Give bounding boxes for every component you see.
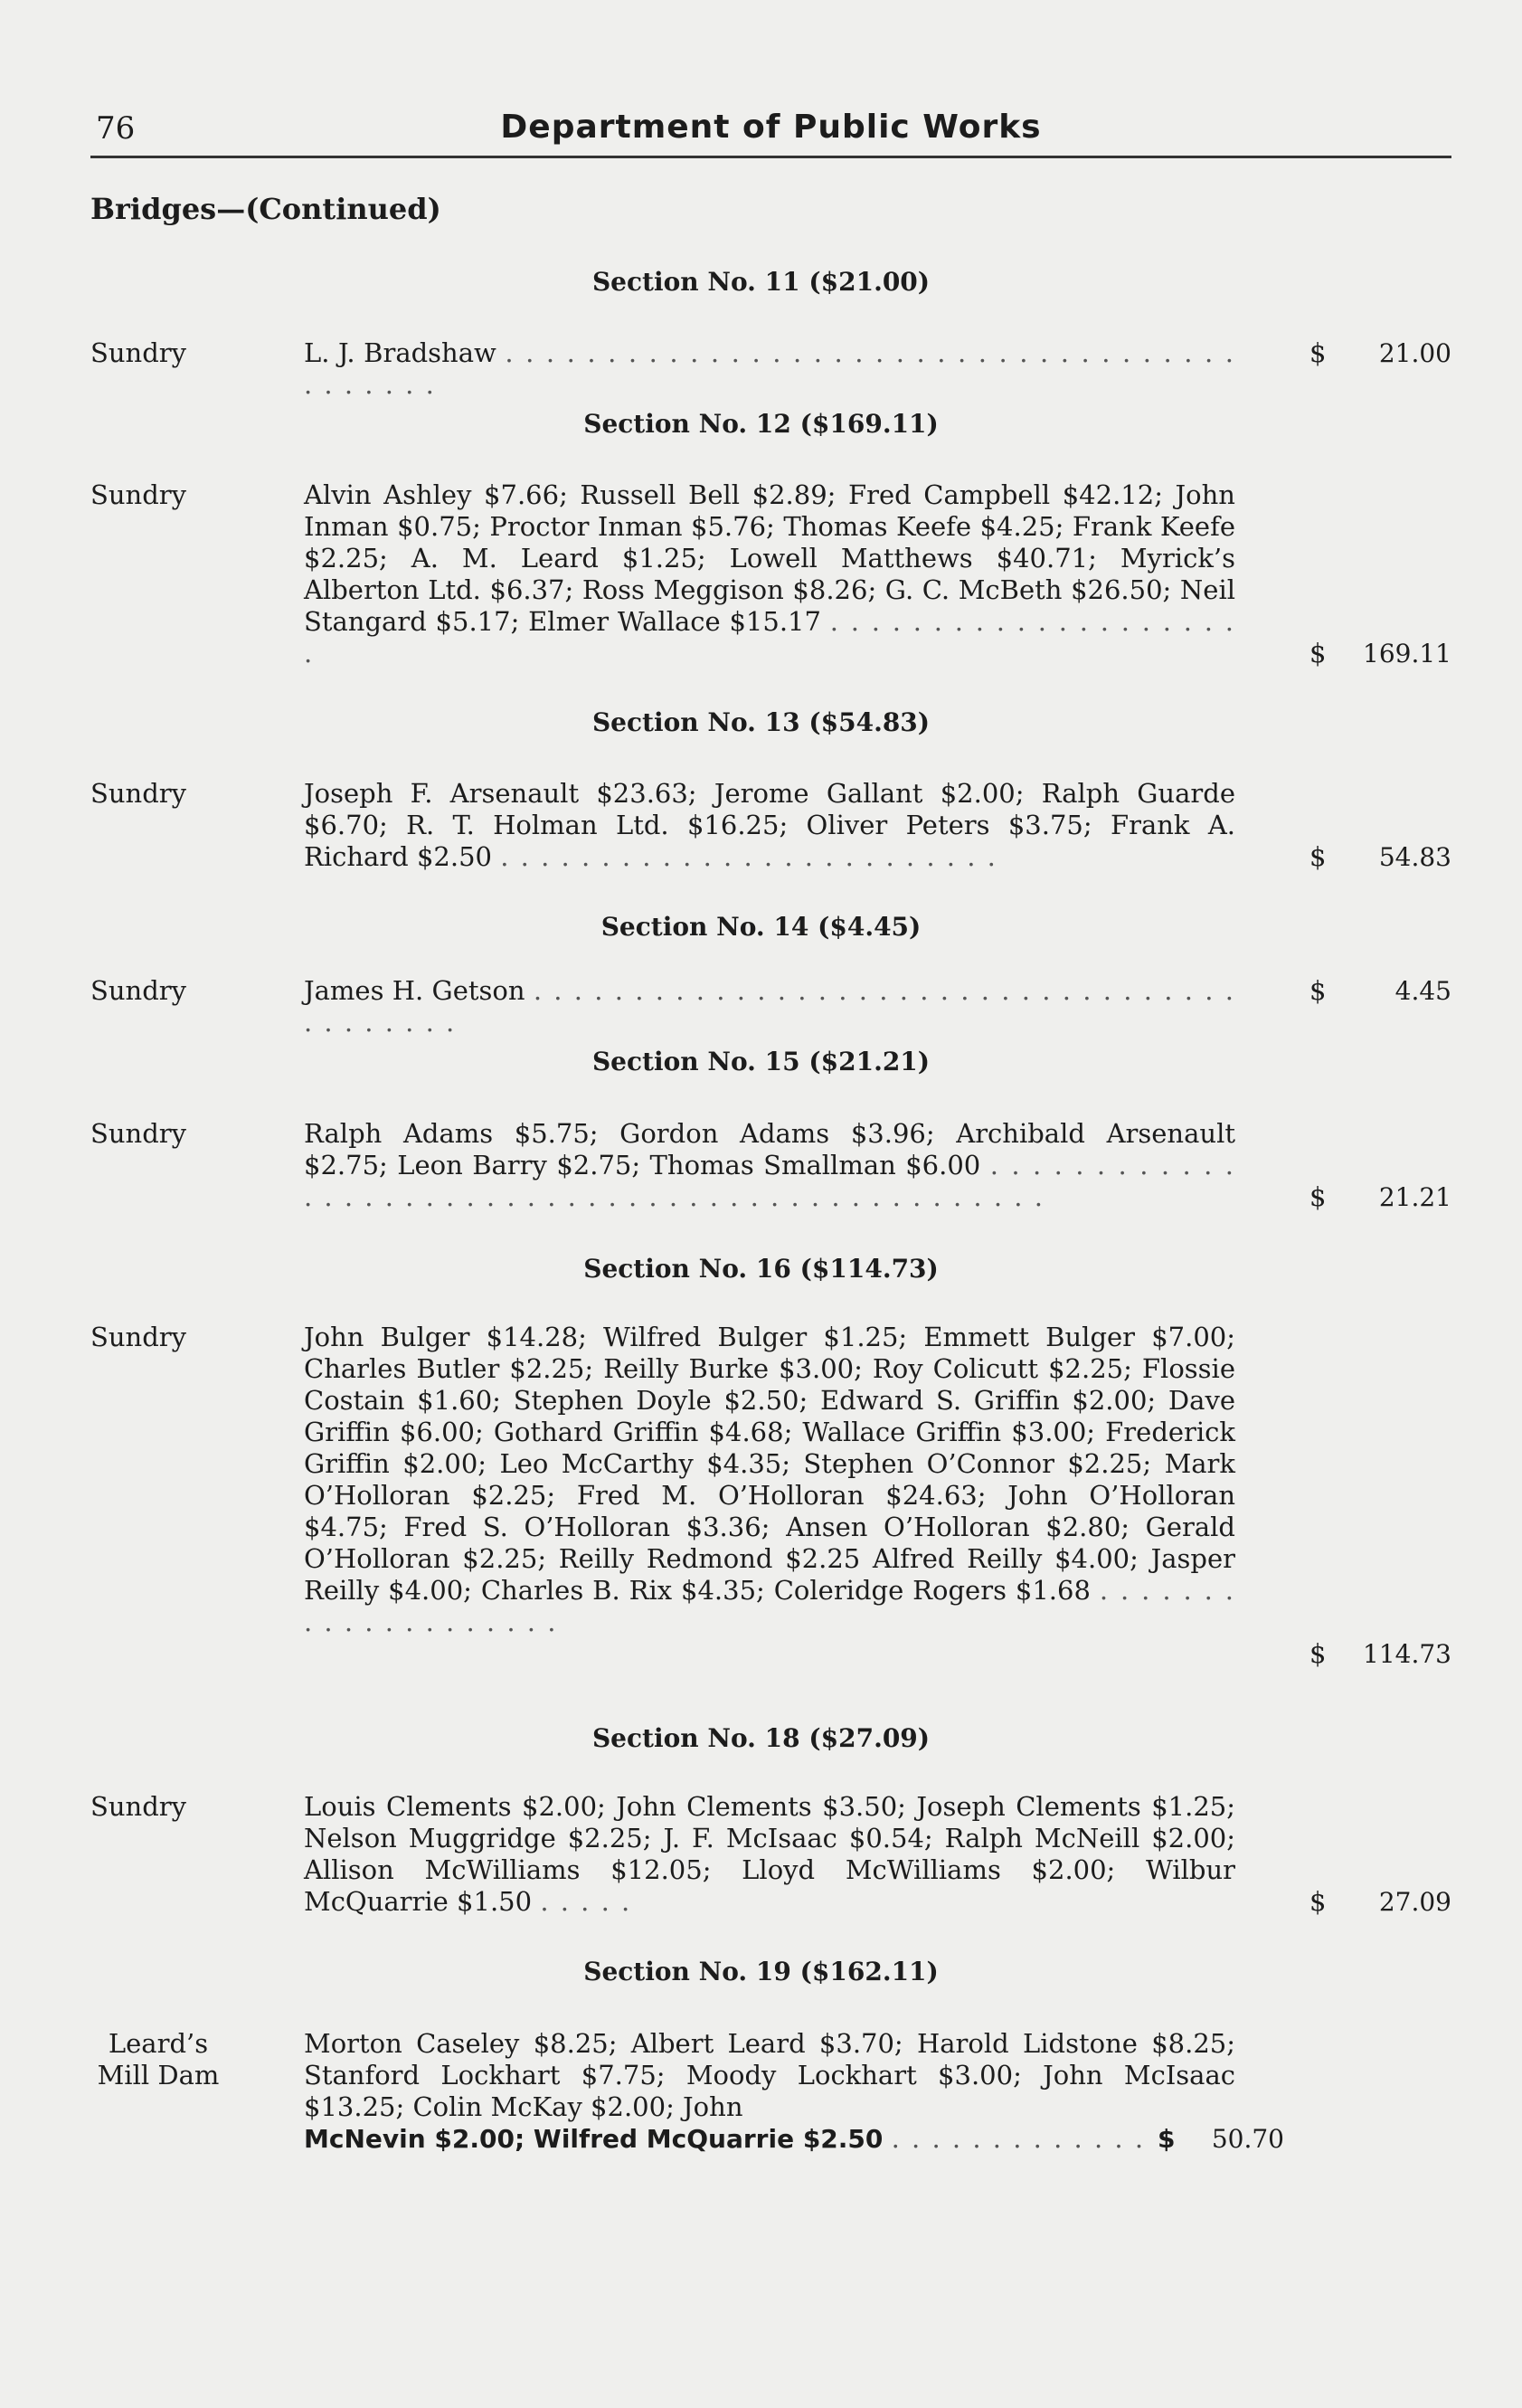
section-heading: Section No. 15 ($21.21) bbox=[591, 1047, 931, 1076]
section-heading: Section No. 13 ($54.83) bbox=[591, 707, 931, 737]
dollar-sign: $ bbox=[1309, 841, 1327, 872]
dollar-sign: $ bbox=[1309, 1181, 1327, 1212]
entry-payees bbox=[304, 337, 1235, 401]
entry-amount: 27.09 bbox=[1378, 1887, 1451, 1917]
dollar-sign: $ bbox=[1309, 975, 1327, 1006]
section-entry bbox=[90, 1118, 1451, 1218]
entry-amount: 50.70 bbox=[1211, 2124, 1284, 2154]
payee-text: James H. Getson bbox=[304, 975, 525, 1006]
dot-leader: . . . . . . . . . . . . . . . . . . . . . . . . . . . . . . . . . . . . . . . . . . . bbox=[304, 975, 1235, 1038]
entry-category: Sundry bbox=[90, 1791, 187, 1822]
payee-text: John Bulger $14.28; Wilfred Bulger $1.25; Emmett Bulger $7.00; Charles Butler $2.25; Reilly Burke $3.00; Roy Colicutt $2.25; Flossie Costain $1.60; Stephen Doyle $2.50; Edward S. Griffin $2.00; Dave Griffin $6.00; Gothard Griffin $4.68; Wallace Griffin $3.00; Frederick Griffin $2.00; Leo McCarthy $4.35; Stephen O’Connor $2.25; Mark O’Holloran $2.25; Fred M. O’Holloran $24.63; John O’Holloran $4.75; Fred S. O’Holloran $3.36; Ansen O’Holloran $2.80; Gerald O’Holloran $2.25; Reilly Redmond $2.25 Alfred Reilly $4.00; Jasper Reilly $4.00; Charles B. Rix $4.35; Coleridge Rogers $1.68 bbox=[304, 1322, 1235, 1606]
section-entry bbox=[90, 479, 1451, 674]
section-heading: Section No. 12 ($169.11) bbox=[583, 409, 939, 439]
entry-payees bbox=[304, 1791, 1235, 1918]
payee-text: Joseph F. Arsenault $23.63; Jerome Gallant $2.00; Ralph Guarde $6.70; R. T. Holman Ltd. $16.25; Oliver Peters $3.75; Frank A. Richard $2.50 bbox=[304, 778, 1235, 872]
page-number: 76 bbox=[96, 110, 136, 147]
dollar-sign: $ bbox=[1158, 2124, 1176, 2154]
section-heading: Section No. 14 ($4.45) bbox=[600, 912, 922, 942]
dot-leader: . . . . . . . . . . . . . . . . . . . . . . . . . bbox=[500, 841, 997, 872]
entry-amount: 4.45 bbox=[1394, 976, 1451, 1006]
entry-category: Sundry bbox=[90, 337, 187, 368]
entry-category: Leard’s Mill Dam bbox=[97, 2028, 220, 2090]
payee-text: Ralph Adams $5.75; Gordon Adams $3.96; Archibald Arsenault $2.75; Leon Barry $2.75; Thomas Smallman $6.00 bbox=[304, 1118, 1235, 1180]
entry-category: Sundry bbox=[90, 1118, 187, 1149]
entry-payees bbox=[304, 975, 1235, 1038]
dot-leader: . . . . . . . . . . . . . . . . . . . . . . . . . . . . . . . . . . . . . . . . . . . . . . . . . bbox=[304, 1150, 1235, 1212]
entry-category: Sundry bbox=[90, 975, 187, 1006]
entry-payees bbox=[304, 1322, 1235, 1638]
dollar-sign: $ bbox=[1309, 337, 1327, 368]
entry-amount: 54.83 bbox=[1378, 842, 1451, 872]
section-heading: Section No. 16 ($114.73) bbox=[583, 1254, 939, 1284]
entry-category: Sundry bbox=[90, 778, 187, 809]
page-header bbox=[90, 101, 1451, 156]
dot-leader: . . . . . . . . . . . . . bbox=[891, 2123, 1146, 2154]
payee-text: Louis Clements $2.00; John Clements $3.50; Joseph Clements $1.25; Nelson Muggridge $2.25; J. F. McIsaac $0.54; Ralph McNeill $2.00; Allison McWilliams $12.05; Lloyd McWilliams $2.00; Wilbur McQuarrie $1.50 bbox=[304, 1791, 1235, 1917]
section-heading: Section No. 11 ($21.00) bbox=[591, 267, 931, 297]
dollar-sign: $ bbox=[1309, 1886, 1327, 1917]
payee-text: Alvin Ashley $7.66; Russell Bell $2.89; Fred Campbell $42.12; John Inman $0.75; Proctor Inman $5.76; Thomas Keefe $4.25; Frank Keefe $2.25; A. M. Leard $1.25; Lowell Matthews $40.71; Myrick’s Alberton Ltd. $6.37; Ross Meggison $8.26; G. C. McBeth $26.50; Neil Stangard $5.17; Elmer Wallace $15.17 bbox=[304, 479, 1235, 637]
entry-payees bbox=[304, 2028, 1235, 2155]
section-entry bbox=[90, 1322, 1451, 1679]
entry-amount: 169.11 bbox=[1363, 639, 1451, 668]
section-heading: Section No. 18 ($27.09) bbox=[591, 1723, 931, 1753]
running-head-title: Department of Public Works bbox=[500, 109, 1042, 146]
entry-amount: 114.73 bbox=[1363, 1639, 1451, 1669]
section-entry bbox=[90, 1791, 1451, 1927]
dollar-sign: $ bbox=[1309, 1638, 1327, 1669]
section-entry bbox=[90, 2028, 1451, 2164]
dot-leader: . . . . . bbox=[540, 1886, 632, 1917]
entry-payees bbox=[304, 479, 1235, 669]
dot-leader: . . . . . . . . . . . . . . . . . . . . . . . . . . . . . . . . . . . . . . . . . . . bbox=[304, 337, 1235, 400]
header-rule bbox=[90, 156, 1451, 158]
dot-leader: . . . . . . . . . . . . . . . . . . . . bbox=[304, 1575, 1236, 1637]
entry-payees bbox=[304, 778, 1235, 873]
bridges-continued-heading: Bridges—(Continued) bbox=[90, 192, 441, 226]
section-entry bbox=[90, 975, 1451, 1038]
dot-leader: . . . . . . . . . . . . . . . . . . . . . bbox=[304, 606, 1235, 668]
payee-text: L. J. Bradshaw bbox=[304, 337, 496, 368]
payee-text-last-line: McNevin $2.00; Wilfred McQuarrie $2.50 bbox=[304, 2124, 884, 2154]
entry-category: Sundry bbox=[90, 1322, 187, 1352]
entry-amount: 21.00 bbox=[1378, 338, 1451, 368]
entry-amount: 21.21 bbox=[1378, 1182, 1451, 1212]
entry-category: Sundry bbox=[90, 479, 187, 510]
section-entry bbox=[90, 778, 1451, 877]
section-heading: Section No. 19 ($162.11) bbox=[583, 1957, 939, 1986]
dollar-sign: $ bbox=[1309, 638, 1327, 668]
entry-payees bbox=[304, 1118, 1235, 1213]
section-entry bbox=[90, 337, 1451, 400]
payee-text: Morton Caseley $8.25; Albert Leard $3.70; Harold Lidstone $8.25; Stanford Lockhart $7.75; Moody Lockhart $3.00; John McIsaac $13.25; Colin McKay $2.00; John bbox=[304, 2028, 1235, 2122]
